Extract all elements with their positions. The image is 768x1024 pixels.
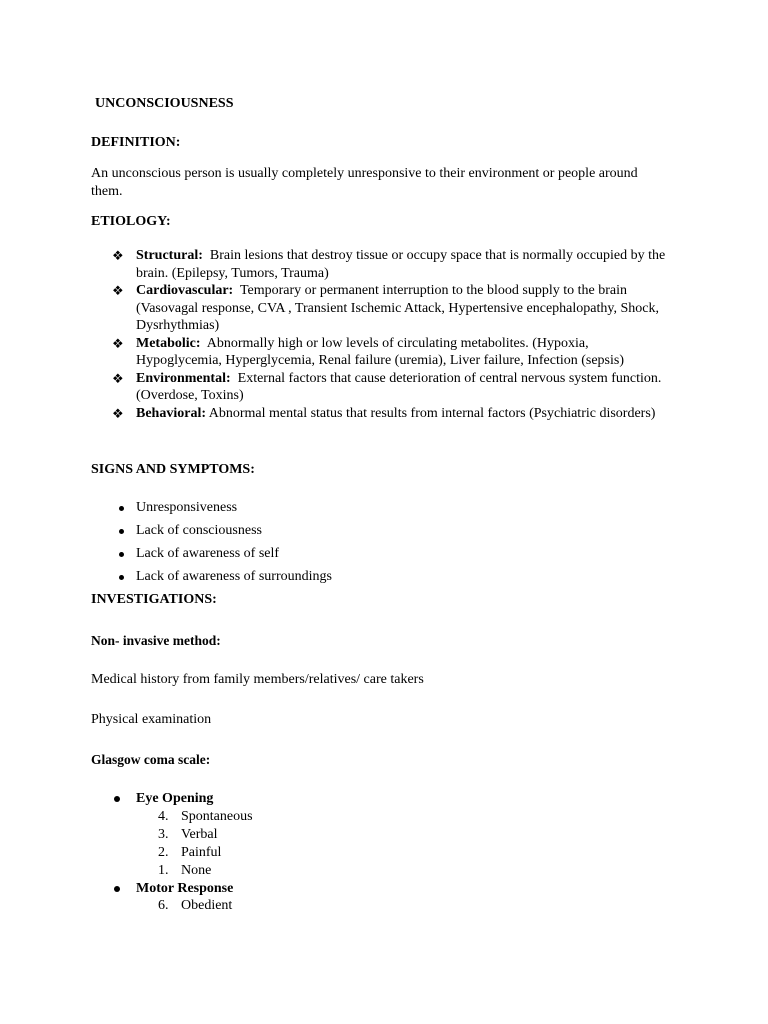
signs-list xyxy=(119,499,332,591)
gcs-sublist xyxy=(136,897,253,915)
signs-item: Lack of consciousness xyxy=(119,522,332,545)
gcs-subitem: 3. Verbal xyxy=(158,826,218,842)
etiology-term: Structural: xyxy=(136,248,203,263)
etiology-item xyxy=(112,405,672,423)
etiology-text: Abnormally high or low levels of circulating metabolites. (Hypoxia, Hypoglycemia, Hyperglycemia, Renal failure (uremia), Liver failure, Infection (sepsis) xyxy=(136,335,624,368)
etiology-term: Metabolic: xyxy=(136,335,201,351)
etiology-term: Behavioral: xyxy=(136,405,206,421)
diamond-bullet-icon: ❖ xyxy=(112,248,124,263)
etiology-text: External factors that cause deterioration of central nervous system function. (Overdose, Toxins) xyxy=(136,370,662,403)
diamond-bullet-icon: ❖ xyxy=(112,405,124,421)
signs-heading: SIGNS AND SYMPTOMS: xyxy=(91,462,255,477)
signs-item: Lack of awareness of surroundings xyxy=(119,568,332,591)
etiology-list xyxy=(112,247,672,422)
bullet-dot-icon xyxy=(119,575,124,580)
etiology-term: Environmental: xyxy=(136,370,231,386)
gcs-subitem: 1. None xyxy=(158,862,212,878)
etiology-item xyxy=(112,370,672,405)
bullet-dot-icon xyxy=(119,506,124,511)
signs-item: Unresponsiveness xyxy=(119,499,332,522)
gcs-category xyxy=(113,790,253,880)
definition-text: An unconscious person is usually completely unresponsive to their environment or people around them. xyxy=(91,166,638,199)
diamond-bullet-icon: ❖ xyxy=(112,283,124,298)
diamond-bullet-icon: ❖ xyxy=(112,370,124,386)
gcs-category xyxy=(113,880,253,916)
etiology-item xyxy=(112,282,672,335)
bullet-dot-icon xyxy=(114,796,120,802)
gcs-subitem: 2. Painful xyxy=(158,844,222,860)
signs-item: Lack of awareness of self xyxy=(119,545,332,568)
etiology-text: Temporary or permanent interruption to the blood supply to the brain (Vasovagal response, CVA , Transient Ischemic Attack, Hypertensive encephalopathy, Shock, Dysrhythmias) xyxy=(136,283,659,333)
definition-heading: DEFINITION: xyxy=(91,135,181,150)
diamond-bullet-icon: ❖ xyxy=(112,335,124,351)
etiology-text: Brain lesions that destroy tissue or occupy space that is normally occupied by the brain. (Epilepsy, Tumors, Trauma) xyxy=(136,248,666,281)
investigations-heading: INVESTIGATIONS: xyxy=(91,592,217,607)
etiology-item xyxy=(112,335,672,370)
bullet-dot-icon xyxy=(114,886,120,892)
etiology-text: Abnormal mental status that results from internal factors (Psychiatric disorders) xyxy=(208,405,656,421)
gcs-category-label: Eye Opening xyxy=(136,791,214,806)
gcs-list xyxy=(113,790,253,915)
etiology-item xyxy=(112,247,672,282)
bullet-dot-icon xyxy=(119,552,124,557)
gcs-subitem: 6. Obedient xyxy=(158,898,233,913)
etiology-heading: ETIOLOGY: xyxy=(91,214,171,229)
document-title: UNCONSCIOUSNESS xyxy=(95,96,234,111)
non-invasive-heading: Non- invasive method: xyxy=(91,633,221,648)
gcs-subitem: 4. Spontaneous xyxy=(158,808,253,824)
bullet-dot-icon xyxy=(119,529,124,534)
physical-exam-text: Physical examination xyxy=(91,712,212,727)
gcs-sublist xyxy=(136,808,253,880)
gcs-heading: Glasgow coma scale: xyxy=(91,752,211,767)
medical-history-text: Medical history from family members/relatives/ care takers xyxy=(91,672,424,687)
gcs-category-label: Motor Response xyxy=(136,880,234,896)
etiology-term: Cardiovascular: xyxy=(136,283,234,298)
